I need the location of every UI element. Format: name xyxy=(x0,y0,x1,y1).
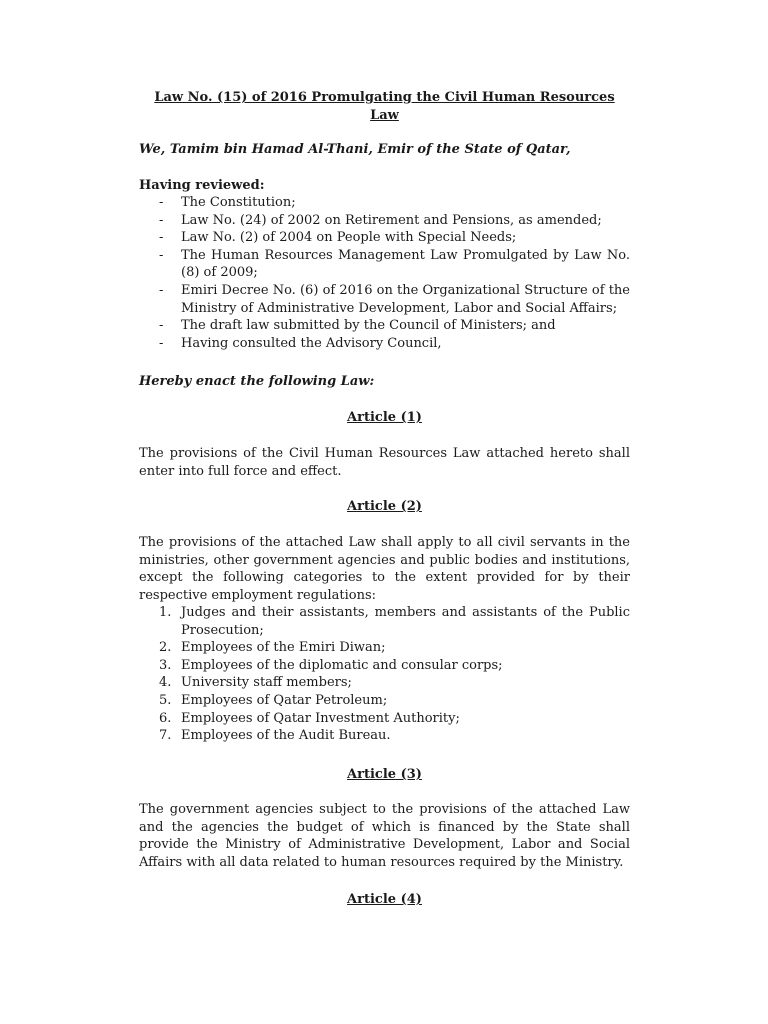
list-item xyxy=(139,727,630,745)
list-item-text: Employees of Qatar Petroleum; xyxy=(181,692,388,708)
reviewed-list xyxy=(139,194,630,352)
enactment-clause: Hereby enact the following Law: xyxy=(139,374,375,389)
article-1-text: The provisions of the Civil Human Resources Law attached hereto shall enter into full force and effect. xyxy=(139,446,630,479)
list-item-text: Employees of the diplomatic and consular corps; xyxy=(181,657,503,673)
article-2-heading: Article (2) xyxy=(347,499,422,514)
list-number: 7. xyxy=(159,728,172,744)
dash-marker: - xyxy=(159,212,164,228)
list-item-text: Employees of Qatar Investment Authority; xyxy=(181,710,460,726)
list-item xyxy=(139,335,630,353)
dash-marker: - xyxy=(159,318,164,334)
list-number: 1. xyxy=(159,605,172,620)
list-item xyxy=(139,674,630,692)
list-item xyxy=(139,710,630,728)
list-item xyxy=(139,657,630,675)
list-item-text: The Constitution; xyxy=(181,195,296,210)
emir-preamble: We, Tamim bin Hamad Al-Thani, Emir of the State of Qatar, xyxy=(139,142,571,157)
article-1-heading: Article (1) xyxy=(347,410,422,425)
list-item-text: The Human Resources Management Law Promulgated by Law No. (8) of 2009; xyxy=(181,247,630,281)
list-item-text: The draft law submitted by the Council of Ministers; and xyxy=(181,318,556,334)
list-item-text: Emiri Decree No. (6) of 2016 on the Organizational Structure of the Ministry of Administrative Development, Labor and Social Affairs; xyxy=(181,282,630,316)
article-3-text: The government agencies subject to the provisions of the attached Law and the agencies the budget of which is financed by the State shall provide the Ministry of Administrative Development, Labor and Social Affairs with all data related to human resources required by the Ministry. xyxy=(139,802,630,870)
article-4-heading: Article (4) xyxy=(347,892,422,907)
list-item xyxy=(139,639,630,657)
list-item xyxy=(139,282,630,317)
list-number: 5. xyxy=(159,692,172,708)
list-number: 3. xyxy=(159,657,172,673)
list-item-text: University staff members; xyxy=(181,675,352,691)
dash-marker: - xyxy=(159,282,164,298)
dash-marker: - xyxy=(159,230,164,246)
dash-marker: - xyxy=(159,247,164,263)
document-title: Law No. (15) of 2016 Promulgating the Civil Human Resources Law xyxy=(154,90,615,123)
list-item xyxy=(139,692,630,710)
article-3-heading: Article (3) xyxy=(347,767,422,782)
list-item xyxy=(139,229,630,247)
dash-marker: - xyxy=(159,335,164,351)
list-item-text: Employees of the Audit Bureau. xyxy=(181,728,391,744)
list-item-text: Employees of the Emiri Diwan; xyxy=(181,640,386,656)
list-item xyxy=(139,194,630,212)
list-number: 6. xyxy=(159,710,172,726)
list-item xyxy=(139,247,630,282)
list-item xyxy=(139,317,630,335)
article-2-text: The provisions of the attached Law shall apply to all civil servants in the ministries, other government agencies and public bodies and institutions, except the following categories to the extent provided for by their respective employment regulations: xyxy=(139,535,630,603)
list-number: 2. xyxy=(159,640,172,656)
list-number: 4. xyxy=(159,675,172,691)
reviewed-heading: Having reviewed: xyxy=(139,178,265,193)
article-2-exceptions-list xyxy=(139,604,630,745)
list-item-text: Judges and their assistants, members and assistants of the Public Prosecution; xyxy=(181,605,630,638)
list-item-text: Law No. (24) of 2002 on Retirement and Pensions, as amended; xyxy=(181,212,602,228)
dash-marker: - xyxy=(159,195,164,210)
list-item xyxy=(139,604,630,639)
list-item-text: Having consulted the Advisory Council, xyxy=(181,335,442,351)
list-item xyxy=(139,212,630,230)
list-item-text: Law No. (2) of 2004 on People with Special Needs; xyxy=(181,230,517,246)
